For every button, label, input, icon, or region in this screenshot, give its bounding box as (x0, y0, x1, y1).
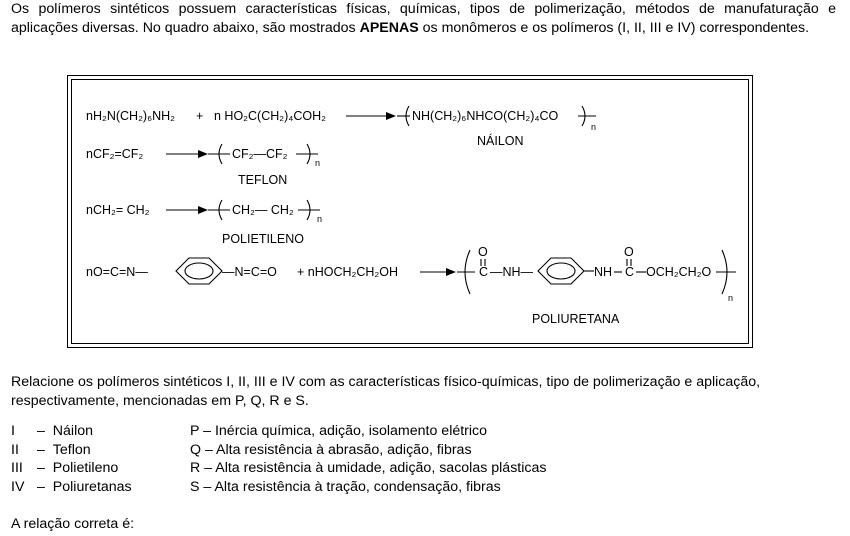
nailon-left-bracket (397, 106, 410, 126)
poliuretana-nh-2: NH (594, 265, 613, 279)
teflon-arrow (166, 150, 208, 158)
teflon-product: CF₂—CF₂ (232, 147, 288, 161)
poliuretana-ester: OCH₂CH₂O (646, 265, 712, 279)
intro-emphasis: APENAS (359, 19, 419, 36)
list-item: – Poliuretanas (37, 478, 132, 495)
poliuretana-diol: + nHOCH₂CH₂OH (297, 265, 399, 279)
carbonyl-c-2: C (625, 265, 635, 279)
polymer-name: Teflon (52, 441, 91, 458)
teflon-name: TEFLON (238, 173, 288, 187)
polietileno-left-bracket (208, 200, 230, 220)
list-item: – Teflon (37, 441, 91, 458)
polymer-name: Polietileno (52, 460, 119, 476)
polymer-name: Náilon (52, 423, 94, 439)
polietileno-arrow (166, 206, 208, 214)
numeral-III: III (11, 460, 23, 476)
poliuretana-subscript: n (728, 293, 734, 303)
carbonyl-o-2: O (624, 245, 634, 259)
poliuretana-left: nO=C=N— (86, 265, 148, 279)
question-text: Relacione os polímeros sintéticos I, II, III e IV com as características físico-químicas, tipo de polimerização e aplicação, respectivamente, mencionadas em P, Q, R e S. (11, 374, 761, 409)
teflon-reagent: nCF₂=CF₂ (86, 147, 144, 161)
numeral-I: I (11, 423, 15, 439)
polymer-name: Poliuretanas (52, 478, 132, 495)
polietileno-name: POLIETILENO (222, 232, 304, 246)
polietileno-product: CH₂— CH₂ (232, 203, 294, 217)
nailon-name: NÁILON (477, 134, 524, 148)
list-item: – Náilon (37, 423, 94, 439)
poliuretana-arrow (420, 268, 456, 276)
property-R: R – Alta resistência à umidade, adição, sacolas plásticas (190, 460, 547, 476)
nailon-plus: + (196, 109, 204, 123)
teflon-left-bracket (208, 144, 230, 164)
benzene-ring-icon (538, 258, 584, 284)
poliuretana-nh-1: —NH— (490, 265, 534, 279)
property-S: S – Alta resistência à tração, condensação, fibras (190, 478, 501, 495)
poliuretana-left-bracket (457, 250, 475, 294)
numeral-IV: IV (11, 478, 25, 495)
polietileno-reagent: nCH₂= CH₂ (86, 203, 150, 217)
property-Q: Q – Alta resistência à abrasão, adição, fibras (190, 441, 472, 458)
polymer-names (37, 422, 177, 496)
nailon-reagent-2: n HO₂C(CH₂)₄COH₂ (214, 109, 327, 123)
intro-text-2: os monômeros e os polímeros (I, II, III e IV) correspondentes. (418, 19, 810, 36)
property-P: P – Inércia química, adição, isolamento elétrico (190, 423, 488, 439)
polietileno-subscript: n (317, 214, 323, 224)
carbonyl-o-1: O (478, 245, 488, 259)
benzene-ring-icon (176, 258, 222, 284)
nailon-product: NH(CH₂)₆NHCO(CH₂)₄CO (412, 109, 559, 123)
nailon-subscript: n (591, 122, 597, 132)
poliuretana-name: POLIURETANA (532, 312, 620, 326)
nailon-arrow (346, 112, 396, 120)
carbonyl-c-1: C (479, 265, 489, 279)
closing-text: A relação correta é: (11, 516, 135, 532)
intro-text-1: Os polímeros sintéticos possuem características físicas, químicas, tipos de polimerização, métodos de manufaturação e aplicações diversas. No quadro abaixo, são mostrados (11, 1, 836, 36)
list-item: – Polietileno (37, 460, 119, 476)
numeral-II: II (11, 441, 19, 458)
poliuretana-right-bracket (716, 250, 736, 294)
poliuretana-isocyanate: —N=C=O (222, 265, 277, 279)
teflon-subscript: n (315, 158, 321, 168)
nailon-reagent-1: nH₂N(CH₂)₆NH₂ (86, 109, 176, 123)
property-list (190, 422, 610, 496)
